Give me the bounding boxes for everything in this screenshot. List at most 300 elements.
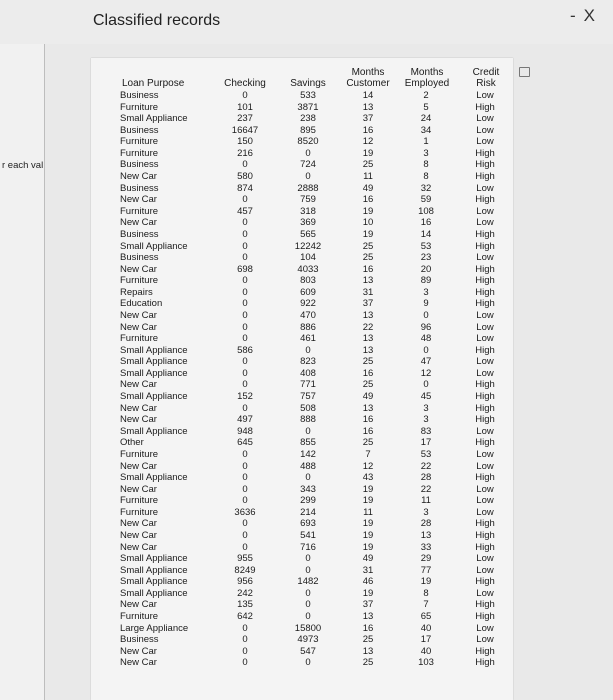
- savings-cell: 3871: [297, 101, 319, 113]
- checking-cell: 0: [242, 448, 248, 460]
- months-employed-cell: 3: [423, 414, 429, 426]
- minimize-button[interactable]: -: [569, 6, 584, 25]
- months-employed-cell: 47: [420, 356, 432, 368]
- credit-risk-cell: High: [475, 518, 495, 530]
- months-customer-cell: 49: [362, 391, 374, 403]
- savings-cell: 855: [300, 437, 316, 449]
- months-customer-cell: 16: [362, 622, 374, 634]
- window-title: Classified records: [93, 12, 221, 29]
- months-customer-cell: 25: [362, 252, 374, 264]
- checking-cell: 874: [237, 182, 253, 194]
- months-customer-cell: 49: [362, 182, 374, 194]
- savings-cell: 0: [305, 147, 311, 159]
- checking-cell: 0: [242, 518, 248, 530]
- loan-purpose-cell: Small Appliance: [120, 344, 188, 356]
- checking-cell: 0: [242, 622, 248, 634]
- header-months-employed-line1: Months: [410, 67, 444, 78]
- credit-risk-cell: Low: [476, 205, 494, 217]
- months-customer-cell: 10: [362, 217, 374, 229]
- months-customer-cell: 12: [362, 460, 374, 472]
- credit-risk-cell: Low: [476, 495, 494, 507]
- months-customer-cell: 13: [362, 309, 374, 321]
- checking-cell: 0: [242, 275, 248, 287]
- months-employed-cell: 0: [423, 344, 429, 356]
- savings-cell: 408: [300, 367, 316, 379]
- checking-cell: 3636: [234, 506, 256, 518]
- loan-purpose-cell: Furniture: [120, 275, 159, 287]
- savings-cell: 470: [300, 309, 316, 321]
- checking-cell: 698: [237, 263, 253, 275]
- credit-risk-cell: Low: [476, 483, 494, 495]
- checking-cell: 948: [237, 425, 253, 437]
- checking-cell: 0: [242, 217, 248, 229]
- checking-cell: 956: [237, 576, 253, 588]
- months-employed-cell: 45: [420, 391, 432, 403]
- credit-risk-cell: High: [475, 437, 495, 449]
- credit-risk-cell: High: [475, 344, 495, 356]
- months-employed-cell: 40: [420, 622, 432, 634]
- months-customer-cell: 16: [362, 414, 374, 426]
- savings-cell: 214: [300, 506, 316, 518]
- header-loan-purpose: Loan Purpose: [122, 78, 185, 89]
- months-employed-cell: 53: [420, 240, 432, 252]
- checking-cell: 0: [242, 402, 248, 414]
- header-months-customer-line1: Months: [351, 67, 385, 78]
- credit-risk-cell: Low: [476, 460, 494, 472]
- savings-cell: 1482: [297, 576, 319, 588]
- months-customer-cell: 16: [362, 124, 374, 136]
- months-customer-cell: 25: [362, 356, 374, 368]
- loan-purpose-cell: New Car: [120, 379, 157, 391]
- savings-cell: 716: [300, 541, 316, 553]
- loan-purpose-cell: Small Appliance: [120, 425, 188, 437]
- months-customer-cell: 19: [362, 495, 374, 507]
- credit-risk-cell: High: [475, 298, 495, 310]
- months-employed-cell: 108: [418, 205, 434, 217]
- credit-risk-cell: Low: [476, 113, 494, 125]
- months-customer-cell: 14: [362, 90, 374, 101]
- credit-risk-cell: Low: [476, 564, 494, 576]
- checking-cell: 0: [242, 460, 248, 472]
- loan-purpose-cell: New Car: [120, 460, 157, 472]
- savings-cell: 8520: [297, 136, 319, 148]
- checking-cell: 0: [242, 379, 248, 391]
- months-employed-cell: 3: [423, 506, 429, 518]
- months-customer-cell: 19: [362, 205, 374, 217]
- savings-cell: 533: [300, 90, 316, 101]
- checking-cell: 0: [242, 159, 248, 171]
- months-employed-cell: 2: [423, 90, 429, 101]
- credit-risk-cell: Low: [476, 448, 494, 460]
- savings-cell: 318: [300, 205, 316, 217]
- months-employed-cell: 29: [420, 553, 432, 565]
- credit-risk-cell: Low: [476, 506, 494, 518]
- credit-risk-cell: High: [475, 414, 495, 426]
- savings-cell: 724: [300, 159, 316, 171]
- months-employed-cell: 77: [420, 564, 432, 576]
- checking-cell: 0: [242, 252, 248, 264]
- months-customer-cell: 16: [362, 194, 374, 206]
- credit-risk-cell: Low: [476, 136, 494, 148]
- checking-cell: 0: [242, 309, 248, 321]
- loan-purpose-cell: Small Appliance: [120, 553, 188, 565]
- loan-purpose-cell: New Car: [120, 483, 157, 495]
- savings-cell: 888: [300, 414, 316, 426]
- months-employed-cell: 19: [420, 576, 432, 588]
- credit-risk-cell: Low: [476, 309, 494, 321]
- column-loan-purpose: [120, 90, 188, 669]
- credit-risk-cell: High: [475, 147, 495, 159]
- months-employed-cell: 5: [423, 101, 429, 113]
- months-customer-cell: 11: [363, 506, 373, 518]
- months-customer-cell: 12: [362, 136, 374, 148]
- credit-risk-cell: Low: [476, 553, 494, 565]
- months-customer-cell: 25: [362, 634, 374, 646]
- credit-risk-cell: Low: [476, 333, 494, 345]
- credit-risk-cell: High: [475, 529, 495, 541]
- credit-risk-cell: Low: [476, 622, 494, 634]
- loan-purpose-cell: New Car: [120, 171, 157, 183]
- months-employed-cell: 23: [420, 252, 432, 264]
- months-employed-cell: 3: [423, 402, 429, 414]
- savings-cell: 757: [300, 391, 316, 403]
- savings-cell: 0: [305, 587, 311, 599]
- checking-cell: 150: [237, 136, 253, 148]
- months-employed-cell: 34: [420, 124, 432, 136]
- loan-purpose-cell: New Car: [120, 194, 157, 206]
- loan-purpose-cell: New Car: [120, 541, 157, 553]
- checking-cell: 0: [242, 529, 248, 541]
- savings-cell: 488: [300, 460, 316, 472]
- months-customer-cell: 43: [362, 472, 374, 484]
- months-customer-cell: 16: [362, 425, 374, 437]
- checking-cell: 0: [242, 634, 248, 646]
- credit-risk-cell: High: [475, 576, 495, 588]
- savings-cell: 547: [300, 645, 316, 657]
- header-months-customer-line2: Customer: [346, 78, 390, 89]
- checking-cell: 645: [237, 437, 253, 449]
- credit-risk-cell: High: [475, 171, 495, 183]
- checking-cell: 580: [237, 171, 253, 183]
- loan-purpose-cell: Repairs: [120, 286, 153, 298]
- checking-cell: 497: [237, 414, 253, 426]
- loan-purpose-cell: New Car: [120, 599, 157, 611]
- checking-cell: 101: [237, 101, 253, 113]
- header-months-customer: [342, 67, 394, 89]
- months-customer-cell: 19: [362, 228, 374, 240]
- window-controls: [570, 6, 603, 26]
- savings-cell: 0: [305, 171, 311, 183]
- months-customer-cell: 11: [363, 171, 373, 183]
- savings-cell: 541: [300, 529, 316, 541]
- loan-purpose-cell: Small Appliance: [120, 587, 188, 599]
- credit-risk-cell: High: [475, 611, 495, 623]
- months-employed-cell: 65: [420, 611, 432, 623]
- loan-purpose-cell: New Car: [120, 518, 157, 530]
- months-employed-cell: 13: [420, 529, 432, 541]
- months-customer-cell: 31: [362, 564, 374, 576]
- loan-purpose-cell: Business: [120, 252, 159, 264]
- savings-cell: 771: [300, 379, 316, 391]
- header-months-employed-line2: Employed: [404, 78, 450, 89]
- checking-cell: 0: [242, 495, 248, 507]
- months-customer-cell: 25: [362, 437, 374, 449]
- background-sheet: [0, 44, 45, 700]
- months-employed-cell: 16: [420, 217, 432, 229]
- loan-purpose-cell: Small Appliance: [120, 240, 188, 252]
- column-months-customer: [350, 90, 386, 669]
- checking-cell: 0: [242, 298, 248, 310]
- header-credit-risk-line2: Risk: [476, 78, 496, 89]
- savings-cell: 238: [300, 113, 316, 125]
- savings-cell: 0: [305, 611, 311, 623]
- months-employed-cell: 0: [423, 309, 429, 321]
- months-employed-cell: 22: [420, 460, 432, 472]
- months-customer-cell: 13: [362, 611, 374, 623]
- months-employed-cell: 17: [420, 634, 432, 646]
- months-customer-cell: 13: [362, 333, 374, 345]
- header-months-employed: [400, 67, 454, 89]
- months-employed-cell: 3: [423, 147, 429, 159]
- loan-purpose-cell: Business: [120, 228, 159, 240]
- credit-risk-cell: Low: [476, 90, 494, 101]
- months-customer-cell: 37: [362, 599, 374, 611]
- loan-purpose-cell: New Car: [120, 414, 157, 426]
- checking-cell: 0: [242, 240, 248, 252]
- checking-cell: 8249: [234, 564, 256, 576]
- months-customer-cell: 19: [362, 587, 374, 599]
- months-customer-cell: 25: [362, 379, 374, 391]
- months-customer-cell: 13: [362, 344, 374, 356]
- savings-cell: 0: [305, 344, 311, 356]
- checking-cell: 216: [237, 147, 253, 159]
- savings-cell: 886: [300, 321, 316, 333]
- savings-cell: 823: [300, 356, 316, 368]
- loan-purpose-cell: Furniture: [120, 506, 159, 518]
- savings-cell: 2888: [297, 182, 319, 194]
- copy-icon[interactable]: [519, 67, 530, 77]
- checking-cell: 0: [242, 657, 248, 669]
- months-employed-cell: 0: [423, 379, 429, 391]
- checking-cell: 0: [242, 228, 248, 240]
- months-employed-cell: 40: [420, 645, 432, 657]
- months-employed-cell: 14: [420, 228, 432, 240]
- savings-cell: 508: [300, 402, 316, 414]
- credit-risk-cell: High: [475, 402, 495, 414]
- savings-cell: 0: [305, 564, 311, 576]
- column-savings: [281, 90, 335, 669]
- loan-purpose-cell: New Car: [120, 263, 157, 275]
- loan-purpose-cell: Small Appliance: [120, 472, 188, 484]
- credit-risk-cell: High: [475, 240, 495, 252]
- checking-cell: 0: [242, 286, 248, 298]
- months-customer-cell: 22: [362, 321, 374, 333]
- header-credit-risk-line1: Credit: [472, 67, 500, 78]
- credit-risk-cell: High: [475, 657, 495, 669]
- loan-purpose-cell: New Car: [120, 529, 157, 541]
- credit-risk-cell: Low: [476, 425, 494, 437]
- loan-purpose-cell: Furniture: [120, 611, 159, 623]
- months-employed-cell: 22: [420, 483, 432, 495]
- months-customer-cell: 25: [362, 240, 374, 252]
- loan-purpose-cell: Furniture: [120, 147, 159, 159]
- loan-purpose-cell: Furniture: [120, 495, 159, 507]
- credit-risk-cell: High: [475, 472, 495, 484]
- months-customer-cell: 37: [362, 298, 374, 310]
- months-employed-cell: 12: [420, 367, 432, 379]
- loan-purpose-cell: Business: [120, 159, 159, 171]
- savings-cell: 369: [300, 217, 316, 229]
- loan-purpose-cell: Small Appliance: [120, 576, 188, 588]
- credit-risk-cell: High: [475, 159, 495, 171]
- loan-purpose-cell: Furniture: [120, 101, 159, 113]
- checking-cell: 0: [242, 321, 248, 333]
- savings-cell: 12242: [294, 240, 322, 252]
- months-customer-cell: 46: [362, 576, 374, 588]
- loan-purpose-cell: New Car: [120, 657, 157, 669]
- months-employed-cell: 89: [420, 275, 432, 287]
- background-cell-text: r each val: [2, 160, 44, 171]
- checking-cell: 0: [242, 356, 248, 368]
- credit-risk-cell: Low: [476, 321, 494, 333]
- months-employed-cell: 9: [423, 298, 429, 310]
- months-customer-cell: 13: [362, 402, 374, 414]
- savings-cell: 4973: [297, 634, 319, 646]
- credit-risk-cell: Low: [476, 634, 494, 646]
- credit-risk-cell: Low: [476, 587, 494, 599]
- savings-cell: 343: [300, 483, 316, 495]
- checking-cell: 152: [237, 391, 253, 403]
- months-customer-cell: 25: [362, 159, 374, 171]
- checking-cell: 0: [242, 472, 248, 484]
- credit-risk-cell: Low: [476, 367, 494, 379]
- months-customer-cell: 7: [365, 448, 371, 460]
- loan-purpose-cell: Small Appliance: [120, 113, 188, 125]
- credit-risk-cell: High: [475, 645, 495, 657]
- credit-risk-cell: High: [475, 228, 495, 240]
- months-employed-cell: 7: [423, 599, 429, 611]
- savings-cell: 565: [300, 228, 316, 240]
- savings-cell: 142: [300, 448, 316, 460]
- loan-purpose-cell: Small Appliance: [120, 356, 188, 368]
- savings-cell: 299: [300, 495, 316, 507]
- loan-purpose-cell: New Car: [120, 217, 157, 229]
- credit-risk-cell: High: [475, 263, 495, 275]
- close-button[interactable]: X: [583, 6, 603, 25]
- checking-cell: 955: [237, 553, 253, 565]
- months-employed-cell: 59: [420, 194, 432, 206]
- months-employed-cell: 11: [421, 495, 431, 507]
- months-employed-cell: 1: [423, 136, 429, 148]
- checking-cell: 457: [237, 205, 253, 217]
- months-employed-cell: 83: [420, 425, 432, 437]
- months-customer-cell: 19: [362, 541, 374, 553]
- credit-risk-cell: High: [475, 599, 495, 611]
- checking-cell: 242: [237, 587, 253, 599]
- column-checking: [219, 90, 271, 669]
- credit-risk-cell: High: [475, 541, 495, 553]
- savings-cell: 15800: [294, 622, 322, 634]
- months-customer-cell: 16: [362, 263, 374, 275]
- credit-risk-cell: High: [475, 275, 495, 287]
- savings-cell: 0: [305, 599, 311, 611]
- checking-cell: 16647: [231, 124, 259, 136]
- months-employed-cell: 53: [420, 448, 432, 460]
- checking-cell: 0: [242, 483, 248, 495]
- months-employed-cell: 103: [418, 657, 434, 669]
- credit-risk-cell: Low: [476, 124, 494, 136]
- credit-risk-cell: Low: [476, 217, 494, 229]
- months-employed-cell: 96: [420, 321, 432, 333]
- loan-purpose-cell: Furniture: [120, 333, 159, 345]
- checking-cell: 0: [242, 541, 248, 553]
- loan-purpose-cell: New Car: [120, 402, 157, 414]
- credit-risk-cell: Low: [476, 252, 494, 264]
- months-employed-cell: 48: [420, 333, 432, 345]
- savings-cell: 0: [305, 657, 311, 669]
- checking-cell: 0: [242, 90, 248, 101]
- credit-risk-cell: High: [475, 101, 495, 113]
- loan-purpose-cell: Business: [120, 182, 159, 194]
- months-customer-cell: 19: [362, 529, 374, 541]
- checking-cell: 135: [237, 599, 253, 611]
- savings-cell: 803: [300, 275, 316, 287]
- savings-cell: 693: [300, 518, 316, 530]
- loan-purpose-cell: Small Appliance: [120, 391, 188, 403]
- loan-purpose-cell: Small Appliance: [120, 564, 188, 576]
- loan-purpose-cell: Large Appliance: [120, 622, 189, 634]
- checking-cell: 237: [237, 113, 253, 125]
- months-employed-cell: 24: [420, 113, 432, 125]
- checking-cell: 586: [237, 344, 253, 356]
- savings-cell: 922: [300, 298, 316, 310]
- credit-risk-cell: High: [475, 391, 495, 403]
- title-bar: [0, 0, 613, 44]
- checking-cell: 0: [242, 194, 248, 206]
- months-employed-cell: 8: [423, 587, 429, 599]
- loan-purpose-cell: Furniture: [120, 448, 159, 460]
- savings-cell: 0: [305, 553, 311, 565]
- savings-cell: 895: [300, 124, 316, 136]
- months-customer-cell: 13: [362, 275, 374, 287]
- header-checking: Checking: [224, 78, 266, 89]
- months-customer-cell: 49: [362, 553, 374, 565]
- months-customer-cell: 37: [362, 113, 374, 125]
- months-customer-cell: 13: [362, 101, 374, 113]
- loan-purpose-cell: New Car: [120, 309, 157, 321]
- loan-purpose-cell: New Car: [120, 321, 157, 333]
- loan-purpose-cell: Furniture: [120, 136, 159, 148]
- loan-purpose-cell: Small Appliance: [120, 367, 188, 379]
- column-credit-risk: [462, 90, 508, 669]
- checking-cell: 0: [242, 367, 248, 379]
- savings-cell: 0: [305, 425, 311, 437]
- months-customer-cell: 16: [362, 367, 374, 379]
- months-customer-cell: 19: [362, 147, 374, 159]
- months-employed-cell: 3: [423, 286, 429, 298]
- loan-purpose-cell: Furniture: [120, 205, 159, 217]
- months-employed-cell: 8: [423, 159, 429, 171]
- loan-purpose-cell: Business: [120, 90, 159, 101]
- months-employed-cell: 8: [423, 171, 429, 183]
- months-employed-cell: 28: [420, 472, 432, 484]
- months-employed-cell: 32: [420, 182, 432, 194]
- months-employed-cell: 17: [420, 437, 432, 449]
- loan-purpose-cell: Education: [120, 298, 163, 310]
- checking-cell: 642: [237, 611, 253, 623]
- savings-cell: 609: [300, 286, 316, 298]
- months-employed-cell: 28: [420, 518, 432, 530]
